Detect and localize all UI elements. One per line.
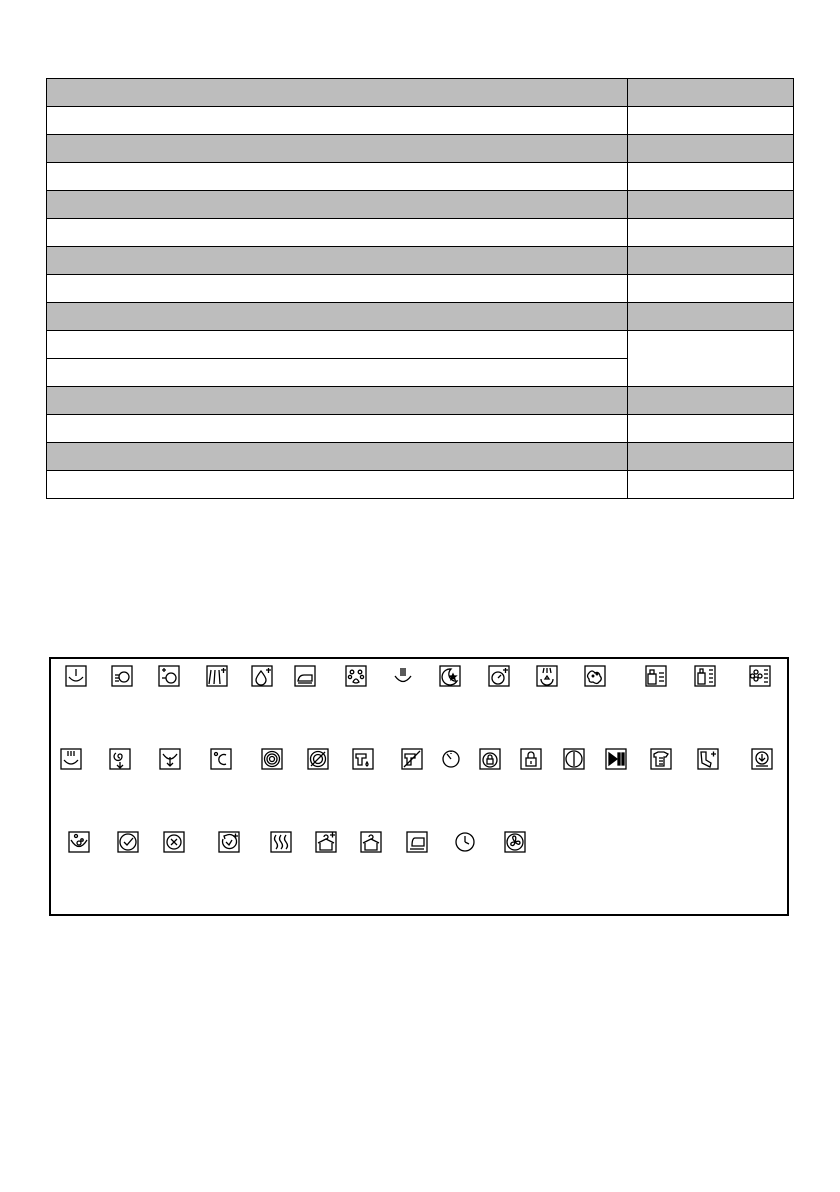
table-cell xyxy=(47,191,628,219)
extra-rinse-icon xyxy=(206,665,228,687)
softener-dose-icon xyxy=(694,665,716,687)
icon-legend-panel xyxy=(49,657,789,916)
easy-iron-icon xyxy=(294,665,316,687)
prewash-icon xyxy=(65,665,87,687)
table-cell xyxy=(628,443,794,471)
tap-water-icon xyxy=(352,748,374,770)
soak-icon xyxy=(392,665,414,687)
check-icon xyxy=(117,831,139,853)
timer-dots-icon xyxy=(440,748,462,770)
table-cell xyxy=(47,247,628,275)
table-cell xyxy=(47,303,628,331)
tub-clean-icon xyxy=(68,831,90,853)
table-cell xyxy=(47,331,628,359)
steam-rinse-icon xyxy=(536,665,558,687)
iron-dry-icon xyxy=(406,831,428,853)
table-cell-merged xyxy=(628,331,794,387)
detergent-dose-icon xyxy=(645,665,667,687)
table-header-row xyxy=(47,191,794,219)
table-cell xyxy=(628,471,794,499)
table-row xyxy=(47,331,794,359)
table-cell xyxy=(628,275,794,303)
drain-icon xyxy=(159,748,181,770)
table-cell xyxy=(628,135,794,163)
table-cell xyxy=(47,107,628,135)
child-lock-icon xyxy=(520,748,542,770)
fan-icon xyxy=(504,831,526,853)
table-cell xyxy=(628,247,794,275)
drum-clean-icon xyxy=(218,831,240,853)
no-water-icon xyxy=(401,748,423,770)
auto-dose-icon xyxy=(749,665,771,687)
spin-icon xyxy=(109,748,131,770)
night-mode-icon xyxy=(439,665,461,687)
table-cell xyxy=(628,415,794,443)
table-row xyxy=(47,275,794,303)
quick-plus-icon xyxy=(488,665,510,687)
table-cell xyxy=(47,219,628,247)
table-cell xyxy=(47,387,628,415)
table-header-row xyxy=(47,303,794,331)
table-row xyxy=(47,107,794,135)
stain-icon xyxy=(584,665,606,687)
start-pause-icon xyxy=(605,748,627,770)
sock-plus-icon xyxy=(697,748,719,770)
table-header-row xyxy=(47,443,794,471)
spin-speed-icon xyxy=(261,748,283,770)
table-cell xyxy=(47,135,628,163)
table-header-row xyxy=(47,387,794,415)
table-cell xyxy=(47,163,628,191)
pet-hair-icon xyxy=(345,665,367,687)
table-row xyxy=(47,219,794,247)
table-header-row xyxy=(47,247,794,275)
hang-dry-plus-icon xyxy=(315,831,337,853)
download-icon xyxy=(751,748,773,770)
table-row xyxy=(47,471,794,499)
table-row xyxy=(47,163,794,191)
extra-water-icon xyxy=(251,665,273,687)
table-cell xyxy=(628,163,794,191)
table-header-row xyxy=(47,79,794,107)
power-icon xyxy=(563,748,585,770)
table-cell xyxy=(47,415,628,443)
table-cell xyxy=(47,471,628,499)
table-cell xyxy=(47,275,628,303)
table-cell xyxy=(47,359,628,387)
hang-dry-icon xyxy=(360,831,382,853)
table-row xyxy=(47,415,794,443)
spec-table xyxy=(46,78,794,499)
table-cell xyxy=(47,79,628,107)
table-cell xyxy=(628,387,794,415)
table-cell xyxy=(47,443,628,471)
laundry-list-icon xyxy=(650,748,672,770)
no-spin-icon xyxy=(307,748,329,770)
clock-icon xyxy=(454,831,476,853)
table-cell xyxy=(628,191,794,219)
cancel-icon xyxy=(163,831,185,853)
steam-icon xyxy=(60,748,82,770)
table-cell xyxy=(628,219,794,247)
table-cell xyxy=(628,79,794,107)
door-lock-icon xyxy=(479,748,501,770)
delay-timer-icon xyxy=(111,665,133,687)
table-cell xyxy=(628,107,794,135)
table-cell xyxy=(628,303,794,331)
extra-time-icon xyxy=(158,665,180,687)
table-header-row xyxy=(47,135,794,163)
temperature-icon xyxy=(210,748,232,770)
heat-icon xyxy=(270,831,292,853)
